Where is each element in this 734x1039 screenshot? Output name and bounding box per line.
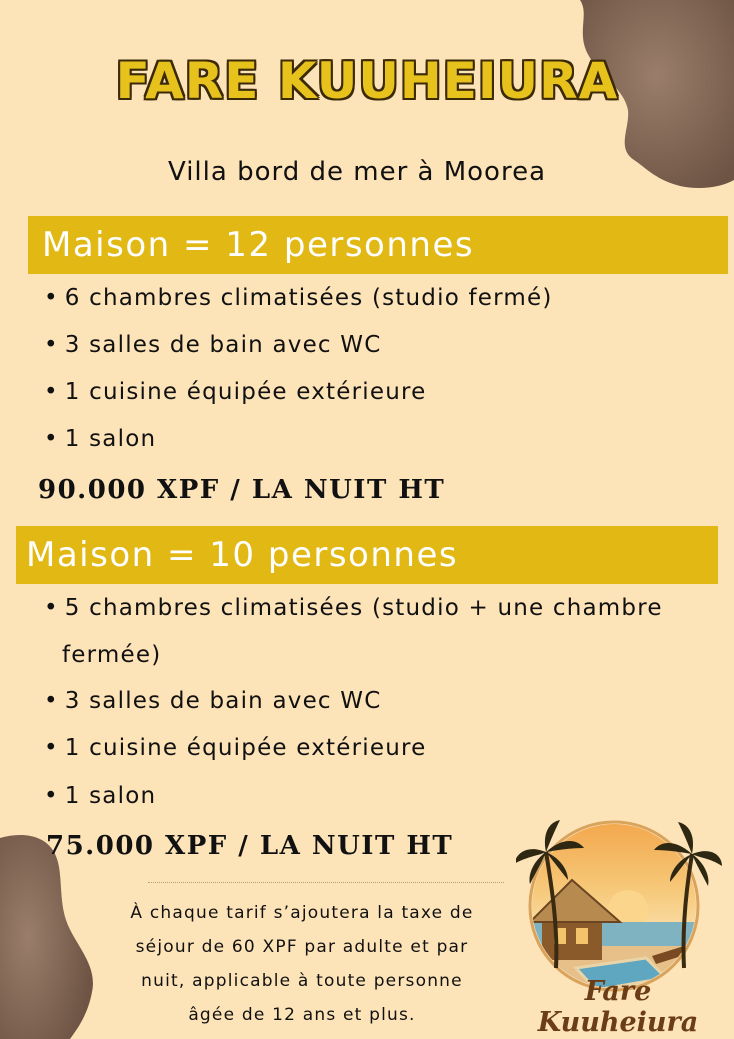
tax-note-line: nuit, applicable à toute personne — [141, 971, 463, 991]
bullet-icon: • — [44, 426, 59, 452]
bottom-left-blob — [0, 832, 100, 1039]
offer-2-heading: Maison = 10 personnes — [16, 526, 718, 584]
list-item: • 6 chambres climatisées (studio fermé) — [44, 285, 553, 311]
list-item: • 1 cuisine équipée extérieure — [44, 379, 427, 405]
page-subtitle: Villa bord de mer à Moorea — [167, 157, 547, 187]
list-item: • 1 salon — [44, 783, 157, 809]
tax-note-line: séjour de 60 XPF par adulte et par — [135, 937, 469, 957]
offer-1-heading: Maison = 12 personnes — [28, 216, 728, 274]
bullet-icon: • — [44, 332, 59, 358]
bullet-icon: • — [44, 688, 59, 714]
bullet-icon: • — [44, 595, 59, 621]
bullet-icon: • — [44, 285, 59, 311]
bullet-icon: • — [44, 735, 59, 761]
page-title: FARE KUUHEIURA — [115, 52, 619, 110]
list-item: • 3 salles de bain avec WC — [44, 332, 382, 358]
bullet-icon: • — [44, 379, 59, 405]
list-item: • 3 salles de bain avec WC — [44, 688, 382, 714]
offer-1-price: 90.000 XPF / LA NUIT HT — [38, 475, 446, 505]
tax-note — [92, 896, 512, 1032]
list-item: • 1 salon — [44, 426, 157, 452]
logo-text: Fare Kuuheiura — [537, 976, 699, 1038]
bullet-icon: • — [44, 783, 59, 809]
divider — [148, 882, 504, 883]
tax-note-line: À chaque tarif s’ajoutera la taxe de — [130, 903, 474, 923]
list-item: • 1 cuisine équipée extérieure — [44, 735, 427, 761]
tax-note-line: âgée de 12 ans et plus. — [188, 1005, 416, 1025]
list-item-continuation: fermée) — [62, 642, 162, 668]
list-item: • 5 chambres climatisées (studio + une chambre — [44, 595, 663, 621]
offer-2-price: 75.000 XPF / LA NUIT HT — [46, 831, 454, 861]
